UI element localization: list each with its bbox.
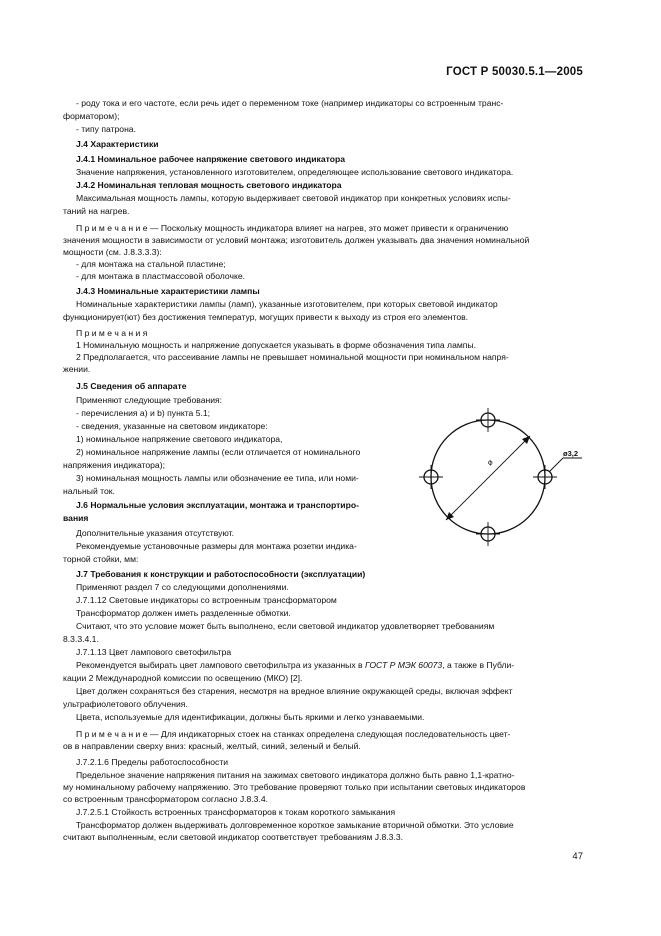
text-line: Считают, что это условие может быть выполнено, если световой индикатор удовлетворяет требованиям [76,621,495,631]
text-line: со встроенным трансформатором согласно J.8.3.4. [63,794,269,804]
note-item: жении. [63,364,91,374]
hole-diameter-label: ø3,2 [563,449,579,458]
text-line: - для монтажа в пластмассовой оболочке. [76,271,246,281]
text-line: Предельное значение напряжения питания на зажимах светового индикатора должно быть равно 1,1-кратно- [76,770,515,780]
text-line: напряжения индикатора); [63,460,165,470]
note-text: — Для индикаторных стоек на станках определена следующая последовательность цвет- [147,729,511,739]
clause-heading: J.7.1.13 Цвет лампового светофильтра [76,647,232,657]
subsection-heading: J.4.3 Номинальные характеристики лампы [76,286,260,296]
text-line: Значение напряжения, установленного изготовителем, определяющее использование светового индикатора. [76,167,514,177]
text-line: кации 2 Международной комиссии по освещению (МКО) [2]. [63,673,303,683]
text-line: - перечисления а) и b) пункта 5.1; [76,408,211,418]
section-heading: J.5 Сведения об аппарате [76,381,187,391]
clause-heading: J.7.2.5.1 Стойкость встроенных трансформаторов к токам короткого замыкания [76,807,396,817]
text-line: нальный ток. [63,486,115,496]
text-line: Цвета, используемые для идентификации, должны быть яркими и легко узнаваемыми. [76,712,425,722]
text-line: считают выполненным, если световой индикатор соответствует требованиям J.8.3.3. [63,832,403,842]
hole-leader-line [549,458,563,472]
section-heading: J.4 Характеристики [76,139,159,149]
text-line: таний на нагрев. [63,206,130,216]
text-line: ультрафиолетового облучения. [63,699,188,709]
standard-reference: ГОСТ Р МЭК 60073 [364,660,443,670]
text-line: Применяют раздел 7 со следующими дополнениями. [76,582,289,592]
note-label: П р и м е ч а н и е [76,223,148,233]
note-label: П р и м е ч а н и е [76,729,148,739]
text-fragment: Рекомендуется выбирать цвет лампового светофильтра из указанных в [76,660,365,670]
subsection-heading: J.4.1 Номинальное рабочее напряжение светового индикатора [76,154,345,164]
text-line: 2) номинальное напряжение лампы (если отличается от номинального [76,447,361,457]
text-line: значения мощности в зависимости от условий монтажа; изготовитель должен указывать два значения номинальной [63,235,530,245]
text-line: Трансформатор должен выдерживать долговременное короткое замыкание вторичной обмотки. Это условие [76,820,514,830]
text-line: 3) номинальная мощность лампы или обозначение ее типа, или номи- [76,473,359,483]
note-item: 1 Номинальную мощность и напряжение допускается указывать в форме обозначения типа лампы. [76,340,476,350]
text-line: Максимальная мощность лампы, которую выдерживает световой индикатор при конкретных условиях испы- [76,193,511,203]
section-heading: J.6 Нормальные условия эксплуатации, монтажа и транспортиро- [76,500,359,510]
text-line: Трансформатор должен иметь разделенные обмотки. [76,608,291,618]
text-line: форматором); [63,111,120,121]
text-line: 1) номинальное напряжение светового индикатора, [76,434,283,444]
text-line: Номинальные характеристики лампы (ламп), указанные изготовителем, при которых световой индикатор [76,299,498,309]
clause-heading: J.7.1.12 Световые индикаторы со встроенным трансформатором [76,595,337,605]
page-header: ГОСТ Р 50030.5.1—2005 [446,66,583,78]
text-line: Рекомендуемые установочные размеры для монтажа розетки индика- [76,541,357,551]
text-line: мощности (см. J.8.3.3.3): [63,247,162,257]
text-line: функционирует(ют) без достижения температур, могущих привести к выходу из строя его элементов. [63,312,469,322]
section-heading: вания [63,513,89,523]
text-fragment: , а также в Публи- [442,660,515,670]
note-text: — Поскольку мощность индикатора влияет на нагрев, это может привести к ограничению [147,223,509,233]
note-label: П р и м е ч а н и я [76,328,148,338]
note-item: 2 Предполагается, что рассеивание лампы не превышает номинальной мощности при номинальном напря- [76,352,509,362]
page-number: 47 [572,851,583,862]
text-line: - роду тока и его частоте, если речь идет о переменном токе (например индикаторы со встроенным транс- [76,98,504,108]
text-line: ов в направлении сверху вниз: красный, желтый, синий, зеленый и белый. [63,741,361,751]
clause-heading: J.7.2.1.6 Пределы работоспособности [76,757,229,767]
text-line: торной стойки, мм: [63,554,139,564]
text-line: - типу патрона. [76,124,136,134]
text-line: Дополнительные указания отсутствуют. [76,528,235,538]
text-line: 8.3.3.4.1. [63,634,99,644]
subsection-heading: J.4.2 Номинальная тепловая мощность светового индикатора [76,180,342,190]
text-line: Применяют следующие требования: [76,395,223,405]
diameter-label: ø [485,457,495,468]
text-line: му номинальному рабочему напряжению. Это требование проверяют только при испытании световых индикаторов [63,782,526,792]
section-heading: J.7 Требования к конструкции и работоспособности (эксплуатации) [76,569,366,579]
text-line: Цвет должен сохраняться без старения, несмотря на вредное влияние окружающей среды, включая эффект [76,686,513,696]
diameter-dimension-line [446,436,530,520]
text-line: - для монтажа на стальной пластине; [76,259,226,269]
text-line: - сведения, указанные на световом индикаторе: [76,421,268,431]
